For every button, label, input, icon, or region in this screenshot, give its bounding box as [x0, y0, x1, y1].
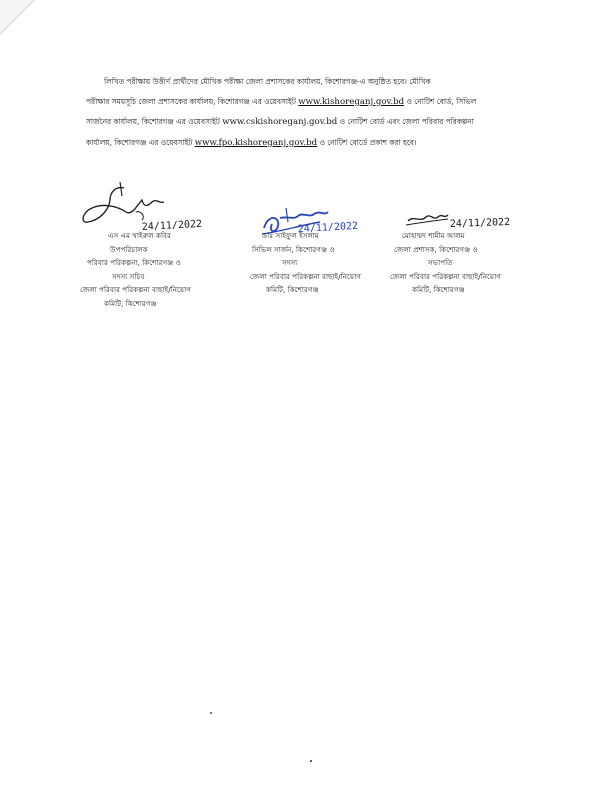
page-corner-fold — [0, 0, 40, 40]
signatory-3-role: সভাপতি — [428, 258, 453, 268]
signatory-block-1 — [80, 229, 220, 311]
signatory-1-office: পরিবার পরিকল্পনা, কিশোরগঞ্জ ও — [87, 258, 181, 268]
paragraph-line-4: কার্যালয়, কিশোরগঞ্জ এর ওয়েবসাইট www.fpo.kishoreganj.gov.bd ও নোটিশ বোর্ডে প্রকাশ করা হবে। — [86, 137, 417, 148]
signatory-3-name: মোহাম্মদ শামীম আলম — [402, 231, 465, 240]
notice-paragraph — [86, 72, 528, 153]
website-link-fpo[interactable]: www.fpo.kishoreganj.gov.bd — [194, 137, 318, 148]
paragraph-line-1: লিখিত পরীক্ষায় উত্তীর্ণ প্রার্থীদের মৌখিক পরীক্ষা জেলা প্রশাসকের কার্যালয়, কিশোরগঞ্জ-এ অনুষ্ঠিত হবে। মৌখিক — [104, 77, 431, 86]
signatory-2-committee-place: কমিটি, কিশোরগঞ্জ — [266, 285, 319, 295]
signatory-2-role: সদস্য — [282, 258, 298, 268]
signatory-1-role: সদস্য সচিব — [112, 271, 145, 281]
paragraph-line-3: সার্জনের কার্যালয়, কিশোরগঞ্জ এর ওয়েবসাইট www.cskishoreganj.gov.bd ও নোটিশ বোর্ড এবং জেলা পরিবার পরিকল্পনা — [86, 117, 474, 127]
website-link-cs[interactable]: www.cskishoreganj.gov.bd — [222, 117, 338, 127]
website-link-dc[interactable]: www.kishoreganj.gov.bd — [298, 96, 405, 107]
signatory-3-committee-place: কমিটি, কিশোরগঞ্জ — [412, 285, 465, 295]
signatory-1-designation: উপপরিচালক — [110, 244, 148, 254]
signature-3-date: 24/11/2022 — [449, 216, 511, 230]
signatory-block-3 — [390, 229, 540, 297]
scan-speck — [310, 760, 312, 762]
signatory-block-2 — [238, 229, 398, 297]
signatory-2-designation: সিভিল সার্জন, কিশোরগঞ্জ ও — [252, 244, 335, 254]
scan-speck — [210, 712, 212, 714]
signatory-2-committee: জেলা পরিবার পরিকল্পনা বাছাই/নিয়োগ — [250, 271, 361, 281]
signatory-1-committee-place: কমিটি, কিশোরগঞ্জ — [104, 298, 157, 308]
signatory-2-name: ডাঃ সাইফুল ইসলাম — [262, 231, 319, 240]
signatory-3-committee: জেলা পরিবার পরিকল্পনা বাছাই/নিয়োগ — [390, 271, 501, 281]
signatory-1-committee: জেলা পরিবার পরিকল্পনা বাছাই/নিয়োগ — [80, 285, 191, 295]
paragraph-line-2: পরীক্ষার সময়সূচি জেলা প্রশাসকের কার্যালয়, কিশোরগঞ্জ এর ওয়েবসাইট www.kishoreganj.gov.bd ও নোটিশ বোর্ড, সিভিল — [86, 96, 477, 107]
signatory-3-designation: জেলা প্রশাসক, কিশোরগঞ্জ ও — [394, 244, 478, 254]
signature-2-date: 24/11/2022 — [297, 220, 359, 235]
signature-1-date: 24/11/2022 — [141, 218, 203, 233]
signatory-1-name: এস এম খাইরুল কবির — [108, 231, 171, 240]
